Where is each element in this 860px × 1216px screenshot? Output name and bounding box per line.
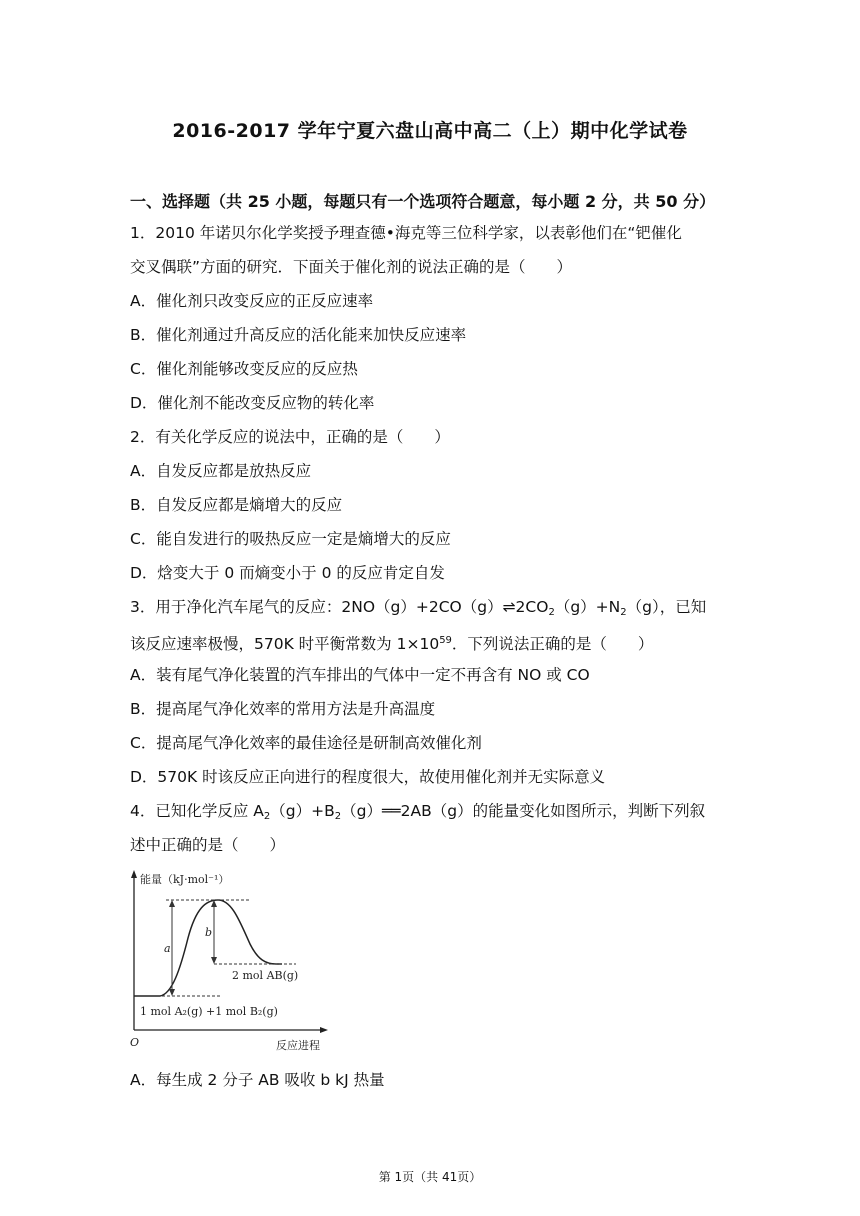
- q4-line1-sub-2: 2: [334, 811, 342, 822]
- q3-line1-sub-1: 2: [548, 607, 555, 618]
- question-4-option-a: A．每生成 2 分子 AB 吸收 b kJ 热量: [130, 1071, 385, 1089]
- question-4-stem-line-1: [130, 801, 770, 827]
- q3-line2-sup: 59: [439, 635, 452, 646]
- x-axis-label: 反应进程: [276, 1039, 320, 1052]
- arrow-a-head-bottom: [169, 989, 175, 996]
- q3-line1-part-c: （g），已知: [626, 598, 707, 616]
- q3-line2-part-b: ．下列说法正确的是（ ）: [451, 635, 654, 653]
- q4-line1-part-c: （g）══2AB（g）的能量变化如图所示，判断下列叙: [341, 802, 706, 820]
- y-axis-label: 能量（kJ·mol⁻¹）: [140, 873, 230, 886]
- page-title: 2016-2017 学年宁夏六盘山高中高二（上）期中化学试卷: [172, 120, 688, 142]
- label-a: a: [164, 942, 171, 955]
- q4-line1-part-a: 4．已知化学反应 A: [130, 802, 264, 820]
- question-1-option-d: D．催化剂不能改变反应物的转化率: [130, 394, 375, 412]
- q3-line1-sub-2: 2: [620, 607, 627, 618]
- q3-line1-part-b: （g）+N: [554, 598, 621, 616]
- question-3-option-c: C．提高尾气净化效率的最佳途径是研制高效催化剂: [130, 734, 482, 752]
- question-1-stem-line-1: 1．2010 年诺贝尔化学奖授予理查德•海克等三位科学家，以表彰他们在“钯催化: [130, 224, 682, 242]
- origin-label: O: [130, 1036, 140, 1049]
- q4-line1-part-b: （g）+B: [270, 802, 335, 820]
- reactant-label: 1 mol A₂(g) +1 mol B₂(g): [140, 1005, 278, 1018]
- arrow-a-head-top: [169, 900, 175, 907]
- question-1-option-b: B．催化剂通过升高反应的活化能来加快反应速率: [130, 326, 467, 344]
- question-1-option-a: A．催化剂只改变反应的正反应速率: [130, 292, 374, 310]
- question-4-stem-line-2: 述中正确的是（ ）: [130, 836, 286, 854]
- q3-line2-part-a: 该反应速率极慢，570K 时平衡常数为 1×10: [130, 635, 440, 653]
- question-2-option-c: C．能自发进行的吸热反应一定是熵增大的反应: [130, 530, 451, 548]
- page-footer: 第 1页（共 41页）: [378, 1170, 482, 1184]
- x-axis-arrow: [320, 1027, 328, 1033]
- question-3-option-b: B．提高尾气净化效率的常用方法是升高温度: [130, 700, 436, 718]
- y-axis-arrow: [131, 870, 137, 878]
- section-heading: 一、选择题（共 25 小题，每题只有一个选项符合题意，每小题 2 分，共 50 分）: [130, 192, 716, 211]
- question-2-option-b: B．自发反应都是熵增大的反应: [130, 496, 343, 514]
- question-3-stem-line-1: [130, 597, 770, 623]
- label-b: b: [205, 926, 213, 939]
- question-1-option-c: C．催化剂能够改变反应的反应热: [130, 360, 358, 378]
- question-3-option-d: D．570K 时该反应正向进行的程度很大，故使用催化剂并无实际意义: [130, 768, 606, 786]
- q4-line1-sub-1: 2: [263, 811, 271, 822]
- question-3-option-a: A．装有尾气净化装置的汽车排出的气体中一定不再含有 NO 或 CO: [130, 666, 590, 684]
- question-2-option-a: A．自发反应都是放热反应: [130, 462, 312, 480]
- arrow-b-head-bottom: [211, 957, 217, 964]
- question-3-stem-line-2: [130, 631, 770, 654]
- energy-diagram: [126, 866, 330, 1056]
- question-2-stem: 2．有关化学反应的说法中，正确的是（ ）: [130, 428, 450, 446]
- product-label: 2 mol AB(g): [232, 969, 299, 982]
- question-2-option-d: D．焓变大于 0 而熵变小于 0 的反应肯定自发: [130, 564, 445, 582]
- question-1-stem-line-2: 交叉偶联”方面的研究．下面关于催化剂的说法正确的是（ ）: [130, 258, 573, 276]
- q3-line1-part-a: 3．用于净化汽车尾气的反应：2NO（g）+2CO（g）⇌2CO: [130, 598, 549, 616]
